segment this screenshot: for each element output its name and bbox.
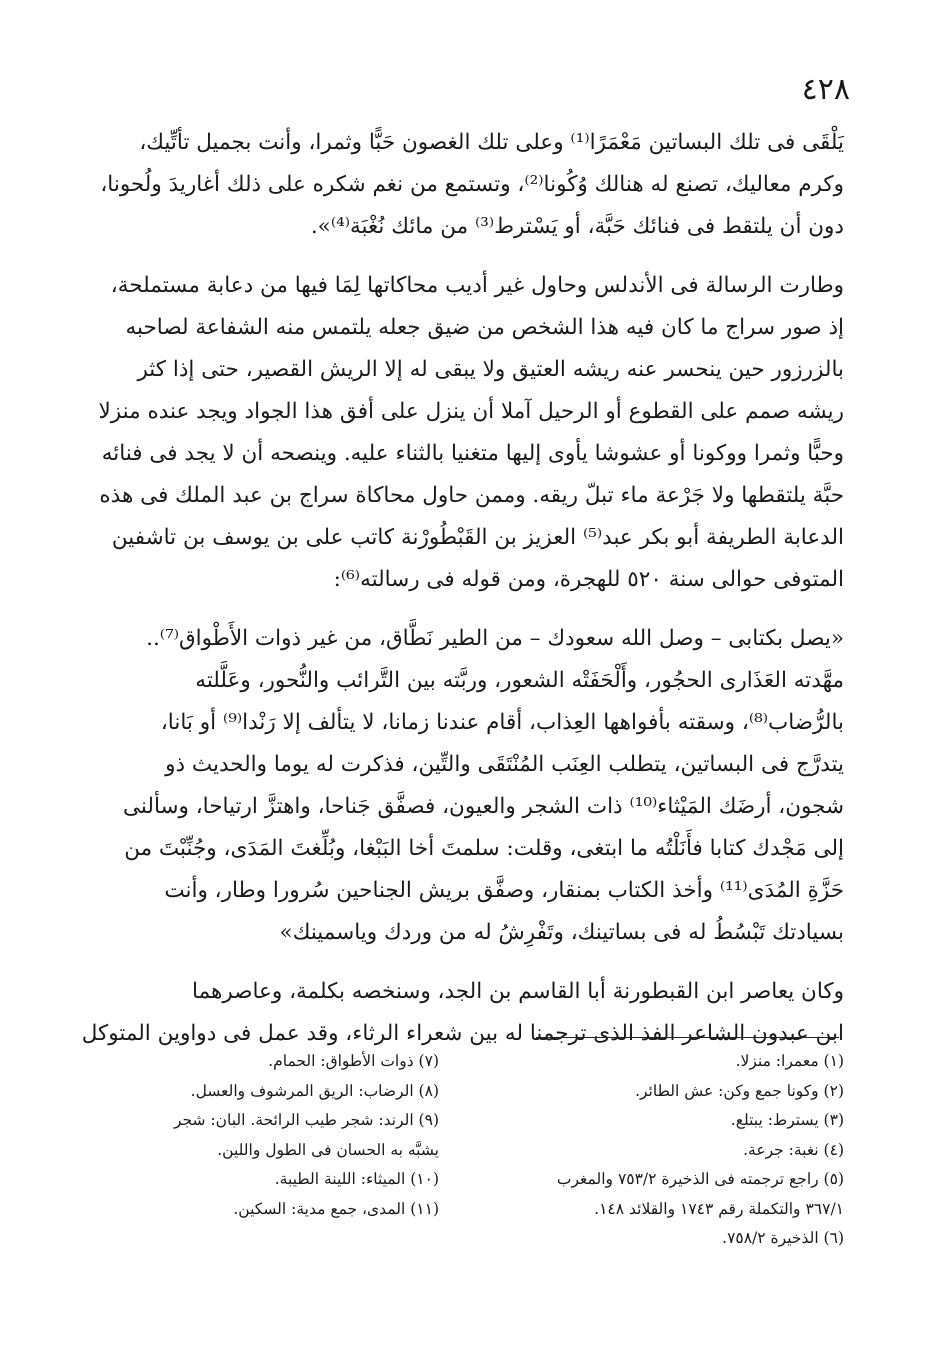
paragraph-quote-end (66, 122, 844, 248)
text-line: بالرُّضاب⁽⁸⁾، وسقته بأفواهها العِذاب، أقام عندنا زمانا، لا يتألف إلا رَنْدا⁽⁹⁾ أو بَانا، (160, 710, 844, 735)
text-line: حَزَّةِ المُدَى⁽¹¹⁾ وأخذ الكتاب بمنقار، وصفَّق بريش الجناحين سُرورا وطار، وأنت (164, 878, 844, 903)
text-line: شجون، أرضَك المَيْثاء⁽¹⁰⁾ ذات الشجر والعيون، فصفَّق جَناحا، واهتزَّ ارتياحا، وسألنى (123, 794, 844, 819)
paragraph-closing (66, 971, 844, 1055)
footnote: (٢) وكونا جمع وكن: عش الطائر. (635, 1081, 844, 1100)
text-line: الدعابة الطريفة أبو بكر عبد⁽⁵⁾ العزيز بن القَبْطُورْنة كاتب على بن يوسف بن تاشفين (111, 525, 844, 550)
text-line: بسيادتك تَبْسُطُ له فى بساتينك، وتَفْرِشُ له من وردك وياسمينك» (279, 920, 844, 945)
footnote: (٨) الرضاب: الريق المرشوف والعسل. (190, 1081, 439, 1100)
paragraph-narrative (66, 265, 844, 601)
footnote-continuation: يشبَّه به الحسان فى الطول واللين. (217, 1140, 439, 1159)
text-line: دون أن يلتقط فى فنائك حَبَّة، أو يَسْترط⁽³⁾ من مائك نُغْبَة⁽⁴⁾». (310, 214, 844, 239)
footnotes (80, 1047, 844, 1254)
footnote: (١) معمرا: منزلا. (735, 1052, 844, 1070)
text-line: ريشه صمم على القطوع أو الرحيل آملا أن ينزل على أفق هذا الجواد ويجد عنده منزلا (98, 399, 844, 424)
text-line: إلى مَجْدك كتابا فأَنَلْتُه ما ابتغى، وقلت: سلمتَ أخا البَبْغا، وبُلِّغتَ المَدَى، وجُنِّبْتَ من (124, 836, 844, 861)
footnote-divider (536, 1037, 839, 1038)
text-line: وكرم معاليك، تصنع له هنالك وُكُونا⁽²⁾، وتستمع من نغم شكره على ذلك أغاريدَ ولُحونا، (100, 172, 844, 197)
text-line: المتوفى حوالى سنة ٥٢٠ للهجرة، ومن قوله فى رسالته⁽⁶⁾: (333, 567, 844, 592)
text-line: بالزرزور حين ينحسر عنه ريشه العتيق ولا يبقى له إلا الريش القصير، حتى إذا كثر (137, 357, 844, 382)
paragraph-quotation (66, 618, 844, 954)
footnote: (٣) يسترط: يبتلع. (730, 1111, 844, 1129)
footnotes-column-left (80, 1047, 439, 1254)
footnote-continuation: ٣٦٧/١ والتكملة رقم ١٧٤٣ والقلائد ١٤٨. (594, 1199, 844, 1218)
text-line: ابن عبدون الشاعر الفذ الذى ترجمنا له بين شعراء الرثاء، وقد عمل فى دواوين المتوكل (81, 1021, 844, 1046)
main-text (66, 122, 844, 1055)
text-line: يتدرَّج فى البساتين، يتطلب العِنَب المُنْتَقَى والتِّين، فذكرت له يوما والحديث ذو (165, 752, 844, 777)
footnote: (٦) الذخيرة ٧٥٨/٢. (722, 1229, 844, 1247)
text-line: «يصل بكتابى – وصل الله سعودك – من الطير نَطَّاق، من غير ذوات الأَطْواق⁽⁷⁾.. (146, 626, 844, 651)
footnote: (٧) ذوات الأطواق: الحمام. (268, 1052, 439, 1070)
footnote: (٩) الرند: شجر طيب الرائحة. البان: شجر (173, 1111, 439, 1129)
text-line: إذ صور سراج ما كان فيه هذا الشخص من ضيق جعله يلتمس منه الشفاعة لصاحبه (125, 315, 844, 340)
text-line: مهَّدته العَذَارى الحجُور، وأَلْحَفَتْه الشعور، وربَّته بين التَّرائب والنُّحور، وعَلَّلته (195, 668, 844, 693)
text-line: وكان يعاصر ابن القبطورنة أبا القاسم بن الجد، وسنخصه بكلمة، وعاصرهما (192, 979, 844, 1004)
text-line: وحبًّا وثمرا ووكونا أو عشوشا يأوى إليها متغنيا بالثناء عليه. وينصحه أن لا يجد فى فنائه (101, 441, 844, 466)
footnote: (٤) نغبة: جرعة. (743, 1140, 844, 1159)
footnotes-column-right (439, 1047, 844, 1254)
text-line: وطارت الرسالة فى الأندلس وحاول غير أديب محاكاتها لِمَا فيها من دعابة مستملحة، (110, 273, 844, 298)
page-number: ٤٢٨ (801, 72, 850, 107)
footnote: (٥) راجع ترجمته فى الذخيرة ٧٥٣/٢ والمغرب (556, 1170, 844, 1188)
footnote: (١١) المدى، جمع مدية: السكين. (233, 1199, 439, 1218)
text-line: يَلْقَى فى تلك البساتين مَعْمَرًا⁽¹⁾ وعلى تلك الغصون حَبًّا وثمرا، وأنت بجميل تأتِّيك، (139, 130, 844, 155)
footnote: (١٠) الميثاء: اللينة الطيبة. (274, 1170, 439, 1188)
text-line: حبَّة يلتقطها ولا جَرْعة ماء تبلّ ريقه. وممن حاول محاكاة سراج بن عبد الملك فى هذه (99, 483, 844, 508)
